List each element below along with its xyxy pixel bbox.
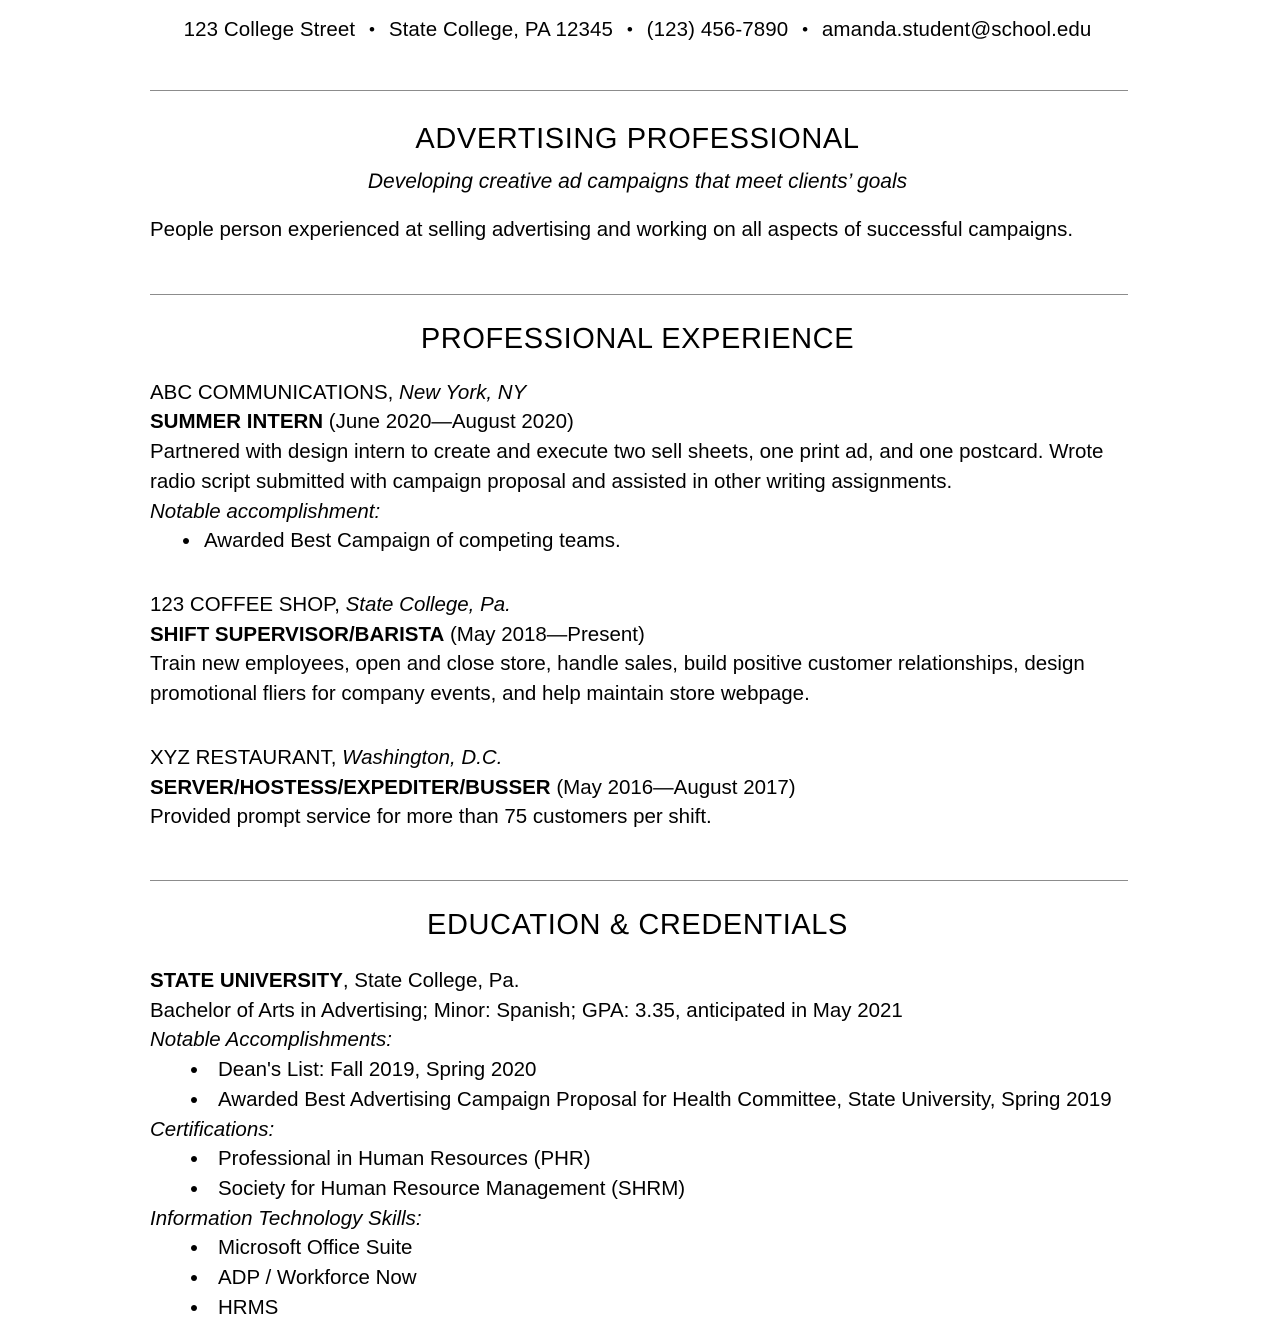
employer-line xyxy=(150,378,1125,408)
school-name: STATE UNIVERSITY xyxy=(150,969,343,993)
employer-name: 123 COFFEE SHOP, xyxy=(150,592,346,616)
certifications-list xyxy=(150,1144,1125,1203)
list-item: • Microsoft Office Suite xyxy=(210,1233,1125,1263)
school-line xyxy=(150,966,1125,996)
employer-name: XYZ RESTAURANT, xyxy=(150,745,343,769)
contact-separator: • xyxy=(626,20,633,39)
role-dates: (June 2020—August 2020) xyxy=(323,410,574,434)
experience-entry xyxy=(150,378,1125,556)
role-description: Train new employees, open and close store, handle sales, build positive customer relationships, design promotional fliers for company events, and help maintain store webpage. xyxy=(150,652,1085,706)
employer-location: State College, Pa. xyxy=(345,592,511,616)
it-skills-list xyxy=(150,1233,1125,1322)
contact-header xyxy=(150,0,1125,42)
contact-address: 123 College Street xyxy=(183,18,356,41)
list-item: • Professional in Human Resources (PHR) xyxy=(210,1144,1125,1174)
list-item: • Awarded Best Campaign of competing teams. xyxy=(202,526,1125,556)
role-line xyxy=(150,773,1125,803)
contact-separator: • xyxy=(802,20,809,39)
role-title: SERVER/HOSTESS/EXPEDITER/BUSSER xyxy=(150,775,551,799)
list-item: • ADP / Workforce Now xyxy=(210,1263,1125,1293)
certifications-label: Certifications: xyxy=(150,1117,275,1141)
section-title-experience: PROFESSIONAL EXPERIENCE xyxy=(420,322,855,355)
list-item: • Society for Human Resource Management (SHRM) xyxy=(210,1174,1125,1204)
role-title: SHIFT SUPERVISOR/BARISTA xyxy=(150,622,445,646)
divider-education xyxy=(150,880,1128,881)
role-title: SUMMER INTERN xyxy=(150,410,324,434)
notable-accomplishment-label: Notable accomplishment: xyxy=(150,499,381,523)
page-title: ADVERTISING PROFESSIONAL xyxy=(415,123,860,155)
contact-phone: (123) 456-7890 xyxy=(646,18,789,41)
role-dates: (May 2018—Present) xyxy=(444,622,645,646)
summary-text: People person experienced at selling advertising and working on all aspects of successful campaigns. xyxy=(150,218,1074,241)
education-entry xyxy=(150,966,1125,1323)
role-line xyxy=(150,620,1125,650)
contact-separator: • xyxy=(368,20,376,39)
employer-location: New York, NY xyxy=(399,380,527,404)
accomplishments-label: Notable Accomplishments: xyxy=(150,1028,392,1052)
employer-line xyxy=(150,743,1125,773)
role-description: Partnered with design intern to create and execute two sell sheets, one print ad, and one postcard. Wrote radio script submitted with campaign proposal and assisted in other writing assignments. xyxy=(150,440,1104,493)
divider-experience xyxy=(150,294,1128,295)
role-dates: (May 2016—August 2017) xyxy=(550,775,796,799)
list-item: • HRMS xyxy=(210,1293,1125,1323)
experience-entry xyxy=(150,590,1125,709)
employer-location: Washington, D.C. xyxy=(342,745,503,769)
role-line xyxy=(150,407,1125,437)
employer-line xyxy=(150,590,1125,620)
role-description: Provided prompt service for more than 75 customers per shift. xyxy=(150,805,712,829)
contact-city-state-zip: State College, PA 12345 xyxy=(388,18,614,41)
list-item: • Dean's List: Fall 2019, Spring 2020 xyxy=(210,1055,1125,1085)
it-skills-label: Information Technology Skills: xyxy=(150,1206,422,1230)
experience-entry xyxy=(150,743,1125,832)
accomplishment-list xyxy=(150,526,1125,556)
degree-line: Bachelor of Arts in Advertising; Minor: Spanish; GPA: 3.35, anticipated in May 2021 xyxy=(150,998,903,1022)
accomplishments-list xyxy=(150,1055,1125,1114)
list-item: • Awarded Best Advertising Campaign Proposal for Health Committee, State University, Spring 2019 xyxy=(210,1085,1125,1115)
contact-email: amanda.student@school.edu xyxy=(821,18,1092,41)
school-location: , State College, Pa. xyxy=(342,969,520,993)
employer-name: ABC COMMUNICATIONS, xyxy=(150,380,400,404)
section-title-education: EDUCATION & CREDENTIALS xyxy=(427,909,848,942)
divider-top xyxy=(150,90,1128,91)
tagline: Developing creative ad campaigns that meet clients’ goals xyxy=(367,170,908,193)
